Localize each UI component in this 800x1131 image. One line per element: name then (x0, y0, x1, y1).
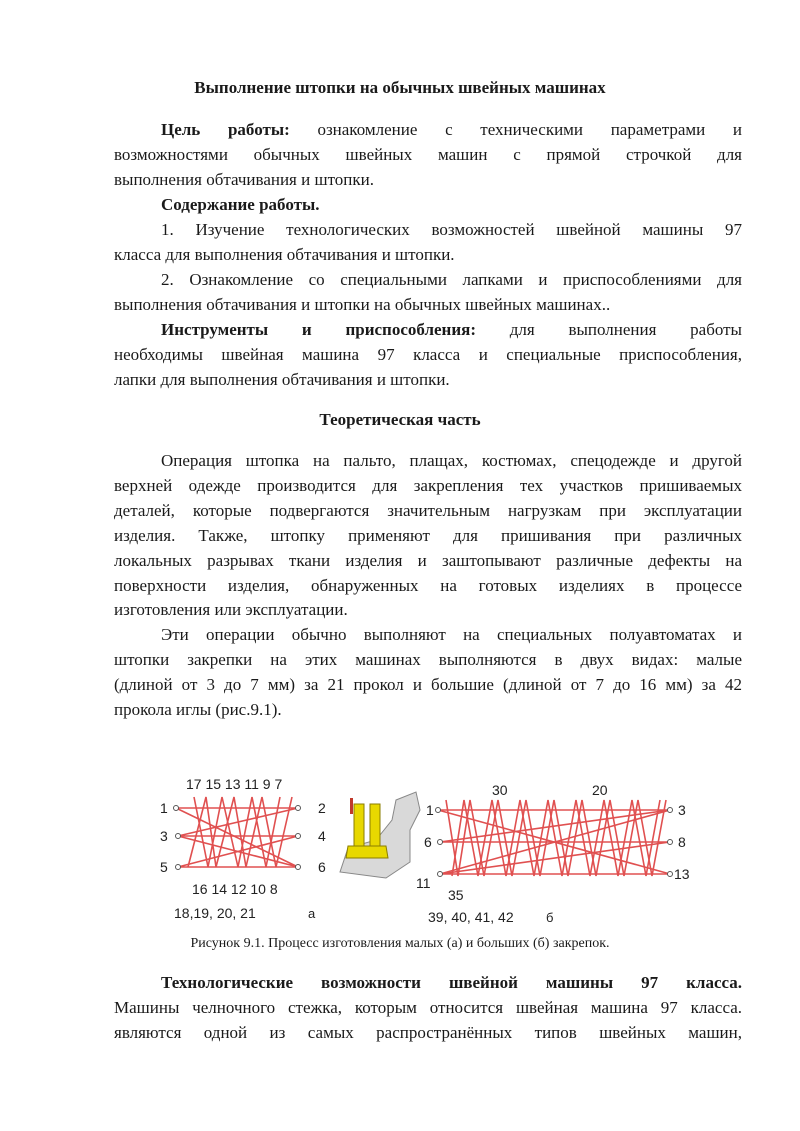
para2-line-3: (длиной от 3 до 7 мм) за 21 прокол и большие (длиной от 7 до 16 мм) за 42 (114, 675, 742, 694)
goal-line-1: Цель работы: ознакомление с техническими параметрами и (161, 120, 743, 139)
goal-line-3: выполнения обтачивания и штопки. (114, 170, 374, 189)
para2-line-4: прокола иглы (рис.9.1). (114, 700, 282, 719)
fig-a-bottom-numbers-2: 18,19, 20, 21 (174, 905, 256, 921)
item2-line-1: 2. Ознакомление со специальными лапками и приспособлениями для (161, 270, 742, 289)
tools-line-2: необходимы швейная машина 97 класса и специальные приспособления, (114, 345, 742, 364)
para1-line-2: верхней одежде производится для закрепления тех участков пришиваемых (114, 476, 742, 495)
fig-a-right-4: 4 (318, 828, 326, 844)
tech-line-3: являются одной из самых распространённых типов швейных машин, (114, 1023, 742, 1042)
item1-line-2: класса для выполнения обтачивания и штопки. (114, 245, 455, 264)
para1-line-5: локальных разрывах ткани изделия и заштопывают различные дефекты на (114, 551, 742, 570)
fig-a-right-6: 6 (318, 859, 326, 875)
fig-b-right-13: 13 (674, 866, 690, 882)
para1-line-6: поверхности изделия, обнаруженных на готовых изделиях в процессе (114, 576, 742, 595)
fig-a-bottom-numbers: 16 14 12 10 8 (192, 881, 278, 897)
theory-heading: Теоретическая часть (319, 410, 481, 429)
figure-part-b (416, 782, 690, 925)
fig-a-left-3: 3 (160, 828, 168, 844)
para1-line-3: деталей, которые подвергаются значительным нагрузкам при эксплуатации (114, 501, 742, 520)
fig-b-letter: б (546, 910, 554, 925)
tech-line-2: Машины челночного стежка, которым относится швейная машина 97 класса. (114, 998, 742, 1017)
fig-a-left-5: 5 (160, 859, 168, 875)
item1-line-1: 1. Изучение технологических возможностей швейной машины 97 (161, 220, 742, 239)
fig-b-top-30: 30 (492, 782, 508, 798)
fig-b-left-11: 11 (416, 875, 431, 891)
fig-b-right-3: 3 (678, 802, 686, 818)
item2-line-2: выполнения обтачивания и штопки на обычных швейных машинах.. (114, 295, 611, 314)
goal-line-2: возможностями обычных швейных машин с прямой строчкой для (114, 145, 742, 164)
para2-line-1: Эти операции обычно выполняют на специальных полуавтоматах и (161, 625, 742, 644)
para1-line-7: изготовления или эксплуатации. (114, 600, 348, 619)
tech-line-1: Технологические возможности швейной машины 97 класса. (161, 973, 742, 992)
fig-a-right-2: 2 (318, 800, 326, 816)
tools-label: Инструменты и приспособления: (161, 320, 476, 339)
para1-line-4: изделия. Также, штопку применяют для пришивания при различных (114, 526, 742, 545)
fig-b-left-1: 1 (426, 802, 434, 818)
para2-line-2: штопки закрепки на этих машинах выполняются в двух видах: малые (114, 650, 742, 669)
fig-b-bottom-numbers: 39, 40, 41, 42 (428, 909, 514, 925)
figure-bartack-diagram (158, 770, 698, 930)
fig-b-right-8: 8 (678, 834, 686, 850)
fig-a-top-numbers: 17 15 13 11 9 7 (186, 776, 283, 792)
content-heading: Содержание работы. (161, 195, 320, 214)
fig-a-letter: а (308, 906, 316, 921)
fig-a-left-1: 1 (160, 800, 168, 816)
tools-line-1: Инструменты и приспособления: для выполнения работы (161, 320, 742, 339)
tools-line-3: лапки для выполнения обтачивания и штопки. (114, 370, 450, 389)
fig-b-top-20: 20 (592, 782, 608, 798)
fig-b-left-6: 6 (424, 834, 432, 850)
goal-label: Цель работы: (161, 120, 290, 139)
presser-foot-image (340, 792, 420, 878)
figure-caption: Рисунок 9.1. Процесс изготовления малых (а) и больших (б) закрепок. (190, 936, 610, 951)
para1-line-1: Операция штопка на пальто, плащах, костюмах, спецодежде и другой (161, 451, 742, 470)
fig-b-35: 35 (448, 887, 464, 903)
document-title: Выполнение штопки на обычных швейных машинах (194, 78, 606, 97)
figure-part-a (160, 776, 326, 921)
